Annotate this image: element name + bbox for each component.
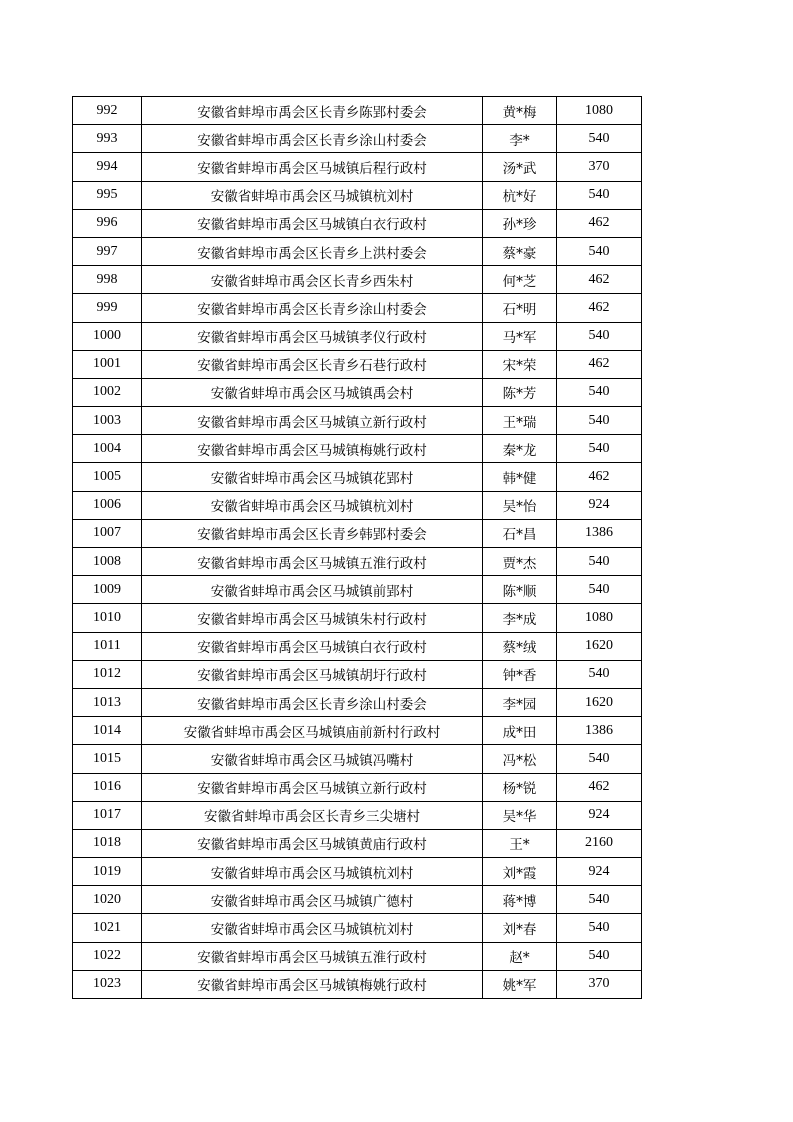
row-number-cell: 1003 xyxy=(73,407,142,435)
row-number-cell: 1007 xyxy=(73,519,142,547)
amount-cell: 1386 xyxy=(557,717,642,745)
address-cell: 安徽省蚌埠市禹会区马城镇后程行政村 xyxy=(142,153,483,181)
row-number-cell: 995 xyxy=(73,181,142,209)
table-row xyxy=(73,688,642,716)
row-number-cell: 1016 xyxy=(73,773,142,801)
name-cell: 陈*芳 xyxy=(483,378,557,406)
address-cell: 安徽省蚌埠市禹会区马城镇黄庙行政村 xyxy=(142,829,483,857)
table-row xyxy=(73,604,642,632)
amount-cell: 540 xyxy=(557,660,642,688)
name-cell: 冯*松 xyxy=(483,745,557,773)
row-number-cell: 998 xyxy=(73,266,142,294)
address-cell: 安徽省蚌埠市禹会区马城镇胡圩行政村 xyxy=(142,660,483,688)
row-number-cell: 994 xyxy=(73,153,142,181)
table-row xyxy=(73,350,642,378)
amount-cell: 1620 xyxy=(557,632,642,660)
table-row xyxy=(73,209,642,237)
amount-cell: 540 xyxy=(557,548,642,576)
amount-cell: 2160 xyxy=(557,829,642,857)
row-number-cell: 992 xyxy=(73,97,142,125)
table-row xyxy=(73,266,642,294)
table-row xyxy=(73,576,642,604)
address-cell: 安徽省蚌埠市禹会区马城镇朱村行政村 xyxy=(142,604,483,632)
table-row xyxy=(73,745,642,773)
row-number-cell: 1010 xyxy=(73,604,142,632)
amount-cell: 1080 xyxy=(557,604,642,632)
table-row xyxy=(73,435,642,463)
row-number-cell: 1020 xyxy=(73,886,142,914)
amount-cell: 370 xyxy=(557,153,642,181)
table-row xyxy=(73,660,642,688)
amount-cell: 462 xyxy=(557,463,642,491)
name-cell: 李*园 xyxy=(483,688,557,716)
name-cell: 蒋*博 xyxy=(483,886,557,914)
table-row xyxy=(73,914,642,942)
address-cell: 安徽省蚌埠市禹会区马城镇五淮行政村 xyxy=(142,942,483,970)
name-cell: 秦*龙 xyxy=(483,435,557,463)
row-number-cell: 1022 xyxy=(73,942,142,970)
address-cell: 安徽省蚌埠市禹会区马城镇杭刘村 xyxy=(142,858,483,886)
amount-cell: 540 xyxy=(557,322,642,350)
row-number-cell: 996 xyxy=(73,209,142,237)
name-cell: 姚*军 xyxy=(483,970,557,998)
name-cell: 成*田 xyxy=(483,717,557,745)
row-number-cell: 1018 xyxy=(73,829,142,857)
address-cell: 安徽省蚌埠市禹会区马城镇五淮行政村 xyxy=(142,548,483,576)
address-cell: 安徽省蚌埠市禹会区长青乡韩郢村委会 xyxy=(142,519,483,547)
row-number-cell: 1000 xyxy=(73,322,142,350)
amount-cell: 540 xyxy=(557,942,642,970)
address-cell: 安徽省蚌埠市禹会区马城镇广德村 xyxy=(142,886,483,914)
amount-cell: 540 xyxy=(557,125,642,153)
row-number-cell: 1021 xyxy=(73,914,142,942)
row-number-cell: 1011 xyxy=(73,632,142,660)
amount-cell: 462 xyxy=(557,294,642,322)
amount-cell: 540 xyxy=(557,745,642,773)
row-number-cell: 1015 xyxy=(73,745,142,773)
name-cell: 王* xyxy=(483,829,557,857)
row-number-cell: 997 xyxy=(73,237,142,265)
row-number-cell: 1002 xyxy=(73,378,142,406)
name-cell: 刘*春 xyxy=(483,914,557,942)
table-row xyxy=(73,322,642,350)
table-row xyxy=(73,548,642,576)
name-cell: 宋*荣 xyxy=(483,350,557,378)
table-row xyxy=(73,181,642,209)
row-number-cell: 1005 xyxy=(73,463,142,491)
address-cell: 安徽省蚌埠市禹会区马城镇梅姚行政村 xyxy=(142,970,483,998)
row-number-cell: 1009 xyxy=(73,576,142,604)
address-cell: 安徽省蚌埠市禹会区马城镇杭刘村 xyxy=(142,914,483,942)
amount-cell: 540 xyxy=(557,576,642,604)
address-cell: 安徽省蚌埠市禹会区长青乡涂山村委会 xyxy=(142,688,483,716)
address-cell: 安徽省蚌埠市禹会区马城镇梅姚行政村 xyxy=(142,435,483,463)
table-row xyxy=(73,519,642,547)
table-row xyxy=(73,970,642,998)
table-row xyxy=(73,858,642,886)
address-cell: 安徽省蚌埠市禹会区马城镇立新行政村 xyxy=(142,407,483,435)
name-cell: 孙*珍 xyxy=(483,209,557,237)
table-row xyxy=(73,407,642,435)
table-row xyxy=(73,294,642,322)
name-cell: 刘*霞 xyxy=(483,858,557,886)
table-row xyxy=(73,632,642,660)
address-cell: 安徽省蚌埠市禹会区长青乡涂山村委会 xyxy=(142,125,483,153)
amount-cell: 924 xyxy=(557,858,642,886)
name-cell: 杨*锐 xyxy=(483,773,557,801)
address-cell: 安徽省蚌埠市禹会区长青乡上洪村委会 xyxy=(142,237,483,265)
table-body xyxy=(73,97,642,999)
name-cell: 王*瑞 xyxy=(483,407,557,435)
row-number-cell: 1001 xyxy=(73,350,142,378)
row-number-cell: 1012 xyxy=(73,660,142,688)
name-cell: 石*昌 xyxy=(483,519,557,547)
amount-cell: 540 xyxy=(557,886,642,914)
name-cell: 黄*梅 xyxy=(483,97,557,125)
name-cell: 钟*香 xyxy=(483,660,557,688)
table-row xyxy=(73,125,642,153)
data-table xyxy=(72,96,642,999)
amount-cell: 462 xyxy=(557,266,642,294)
amount-cell: 540 xyxy=(557,435,642,463)
row-number-cell: 1017 xyxy=(73,801,142,829)
amount-cell: 540 xyxy=(557,237,642,265)
amount-cell: 462 xyxy=(557,350,642,378)
name-cell: 蔡*绒 xyxy=(483,632,557,660)
amount-cell: 540 xyxy=(557,914,642,942)
amount-cell: 924 xyxy=(557,801,642,829)
table-row xyxy=(73,773,642,801)
amount-cell: 462 xyxy=(557,209,642,237)
amount-cell: 540 xyxy=(557,181,642,209)
amount-cell: 370 xyxy=(557,970,642,998)
address-cell: 安徽省蚌埠市禹会区马城镇白衣行政村 xyxy=(142,209,483,237)
name-cell: 杭*好 xyxy=(483,181,557,209)
address-cell: 安徽省蚌埠市禹会区长青乡三尖塘村 xyxy=(142,801,483,829)
row-number-cell: 993 xyxy=(73,125,142,153)
address-cell: 安徽省蚌埠市禹会区马城镇禹会村 xyxy=(142,378,483,406)
address-cell: 安徽省蚌埠市禹会区马城镇孝仪行政村 xyxy=(142,322,483,350)
name-cell: 赵* xyxy=(483,942,557,970)
table-row xyxy=(73,942,642,970)
name-cell: 贾*杰 xyxy=(483,548,557,576)
address-cell: 安徽省蚌埠市禹会区长青乡石巷行政村 xyxy=(142,350,483,378)
amount-cell: 462 xyxy=(557,773,642,801)
name-cell: 吴*华 xyxy=(483,801,557,829)
table-row xyxy=(73,378,642,406)
address-cell: 安徽省蚌埠市禹会区马城镇冯嘴村 xyxy=(142,745,483,773)
amount-cell: 1620 xyxy=(557,688,642,716)
table-row xyxy=(73,491,642,519)
table-row xyxy=(73,801,642,829)
amount-cell: 540 xyxy=(557,378,642,406)
address-cell: 安徽省蚌埠市禹会区马城镇杭刘村 xyxy=(142,181,483,209)
address-cell: 安徽省蚌埠市禹会区长青乡陈郢村委会 xyxy=(142,97,483,125)
address-cell: 安徽省蚌埠市禹会区马城镇花郢村 xyxy=(142,463,483,491)
address-cell: 安徽省蚌埠市禹会区马城镇庙前新村行政村 xyxy=(142,717,483,745)
name-cell: 李* xyxy=(483,125,557,153)
address-cell: 安徽省蚌埠市禹会区马城镇立新行政村 xyxy=(142,773,483,801)
table-row xyxy=(73,97,642,125)
row-number-cell: 1008 xyxy=(73,548,142,576)
row-number-cell: 1004 xyxy=(73,435,142,463)
name-cell: 马*军 xyxy=(483,322,557,350)
amount-cell: 1386 xyxy=(557,519,642,547)
table-row xyxy=(73,463,642,491)
amount-cell: 924 xyxy=(557,491,642,519)
row-number-cell: 1006 xyxy=(73,491,142,519)
table-row xyxy=(73,237,642,265)
row-number-cell: 1014 xyxy=(73,717,142,745)
name-cell: 韩*健 xyxy=(483,463,557,491)
table-row xyxy=(73,829,642,857)
name-cell: 陈*顺 xyxy=(483,576,557,604)
table-row xyxy=(73,153,642,181)
address-cell: 安徽省蚌埠市禹会区马城镇白衣行政村 xyxy=(142,632,483,660)
name-cell: 蔡*豪 xyxy=(483,237,557,265)
name-cell: 何*芝 xyxy=(483,266,557,294)
row-number-cell: 1019 xyxy=(73,858,142,886)
row-number-cell: 1023 xyxy=(73,970,142,998)
address-cell: 安徽省蚌埠市禹会区马城镇杭刘村 xyxy=(142,491,483,519)
table-row xyxy=(73,717,642,745)
address-cell: 安徽省蚌埠市禹会区马城镇前郢村 xyxy=(142,576,483,604)
amount-cell: 1080 xyxy=(557,97,642,125)
name-cell: 李*成 xyxy=(483,604,557,632)
address-cell: 安徽省蚌埠市禹会区长青乡西朱村 xyxy=(142,266,483,294)
address-cell: 安徽省蚌埠市禹会区长青乡涂山村委会 xyxy=(142,294,483,322)
name-cell: 石*明 xyxy=(483,294,557,322)
row-number-cell: 1013 xyxy=(73,688,142,716)
amount-cell: 540 xyxy=(557,407,642,435)
row-number-cell: 999 xyxy=(73,294,142,322)
name-cell: 汤*武 xyxy=(483,153,557,181)
name-cell: 吴*怡 xyxy=(483,491,557,519)
table-row xyxy=(73,886,642,914)
